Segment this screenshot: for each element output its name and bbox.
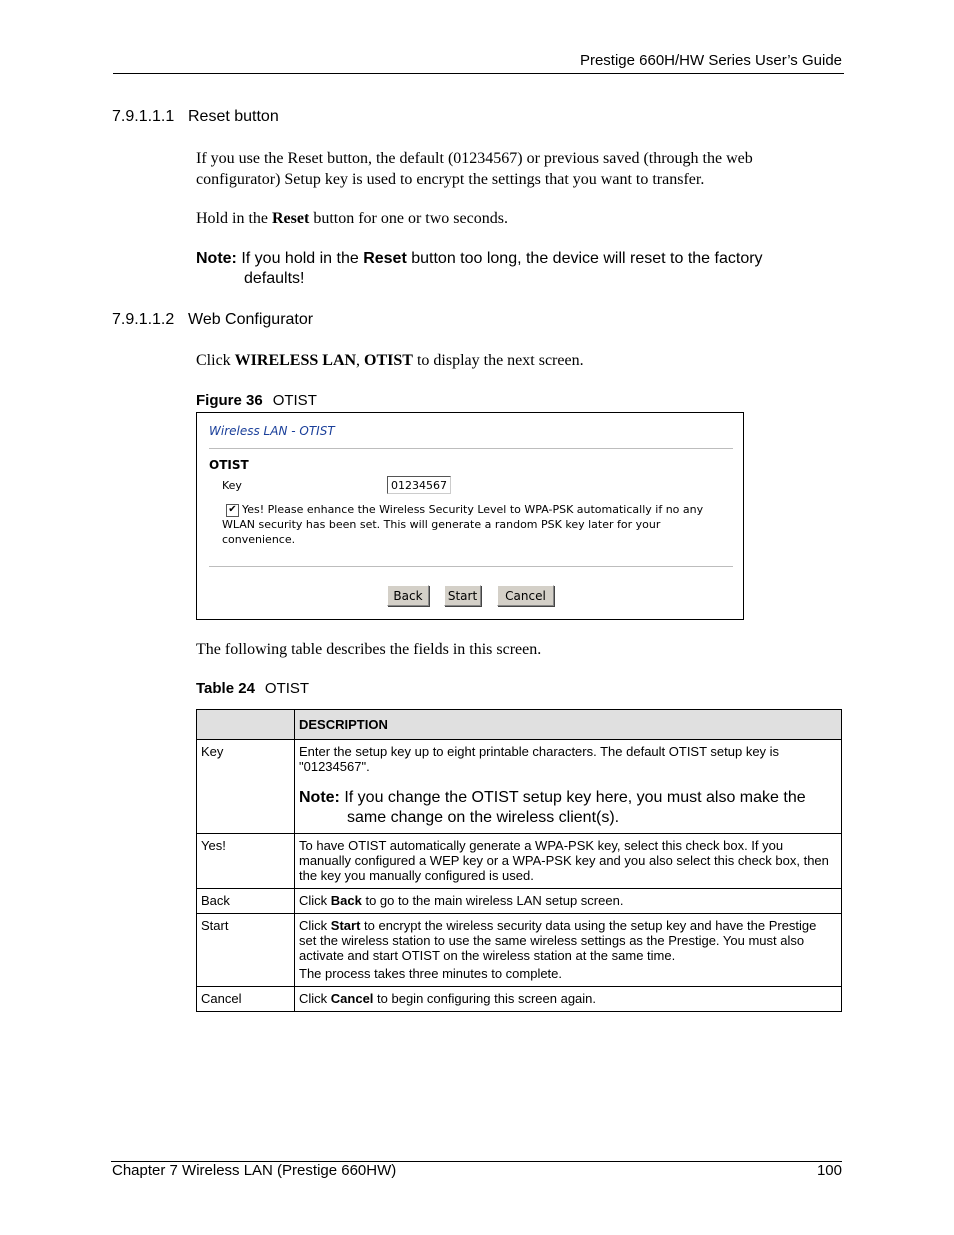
reset-paragraph-1: If you use the Reset button, the default (01234567) or previous saved (through the web configurator) Setup key is used to encrypt the settings that you want to transfer. (196, 150, 753, 188)
text: to encrypt the wireless security data using the setup key and have the Prestige set the wireless station to use the same wireless settings as the Prestige. You must also activate and start OTIST on the wireless station at the same time. (299, 918, 817, 963)
page-header-title: Prestige 660H/HW Series User’s Guide (579, 52, 842, 69)
screen-divider (209, 566, 733, 567)
table-row (197, 834, 842, 889)
start-button[interactable]: Start (444, 585, 481, 606)
table-row (197, 914, 842, 987)
bold-text: OTIST (364, 352, 413, 369)
text: Click (299, 918, 331, 933)
section-title: Web Configurator (188, 311, 314, 328)
key-label: Key (222, 479, 242, 492)
bold-text: Reset (363, 250, 407, 267)
page-number: 100 (816, 1162, 842, 1179)
table-intro: The following table describes the fields in this screen. (196, 641, 542, 658)
figure-caption (196, 392, 317, 409)
bold-text: Start (330, 918, 361, 933)
text: If you hold in the (236, 250, 364, 267)
bold-text: Back (330, 893, 362, 908)
header-rule (113, 73, 844, 74)
text: to display the next screen. (412, 352, 584, 369)
row-description (295, 740, 842, 834)
row-label: Yes! (197, 834, 295, 889)
screen-section-label: OTIST (209, 458, 249, 472)
text: Click (299, 991, 331, 1006)
text: If you change the OTIST setup key here, you must also make the (339, 789, 806, 806)
note-label: Note: (299, 789, 340, 806)
web-paragraph (196, 350, 816, 371)
text: , (356, 352, 365, 369)
text: Hold in the (196, 210, 272, 227)
yes-checkbox-label: Yes! Please enhance the Wireless Security Level to WPA-PSK automatically if no any WLAN security has been set. This will generate a random PSK key later for your convenience. (222, 503, 704, 546)
note-continuation: defaults! (244, 270, 305, 287)
text: button for one or two seconds. (309, 210, 508, 227)
row-note (299, 788, 837, 828)
row-description (295, 914, 842, 987)
note-continuation: same change on the wireless client(s). (347, 809, 620, 826)
table-header-row (197, 710, 842, 740)
text: Click (299, 893, 331, 908)
note-label: Note: (196, 250, 237, 267)
table-caption-label: Table 24 (196, 680, 255, 697)
row-description: To have OTIST automatically generate a WPA-PSK key, select this check box. If you manually configured a WEP key or a WPA-PSK key and you also select this check box, then the key you manually configured is used. (295, 834, 842, 889)
row-description (295, 987, 842, 1012)
bold-text: Cancel (330, 991, 374, 1006)
table-caption-title: OTIST (264, 680, 310, 697)
section-title: Reset button (188, 108, 279, 125)
screen-divider (209, 448, 733, 449)
section-heading-web-configurator (112, 311, 313, 329)
otist-fields-table (196, 709, 842, 1012)
cancel-button[interactable]: Cancel (497, 585, 554, 606)
text: Click (196, 352, 235, 369)
table-caption (196, 680, 309, 697)
section-number: 7.9.1.1.1 (112, 108, 175, 125)
figure-caption-label: Figure 36 (196, 392, 263, 409)
checkmark-icon: ✔ (228, 504, 237, 515)
header-description-cell: DESCRIPTION (295, 710, 842, 740)
figure-caption-title: OTIST (272, 392, 317, 409)
back-button[interactable]: Back (387, 585, 429, 606)
description-text (299, 918, 837, 963)
key-input[interactable]: 01234567 (387, 476, 451, 494)
text: to go to the main wireless LAN setup screen. (361, 893, 624, 908)
reset-note (196, 249, 816, 289)
table-row (197, 889, 842, 914)
row-description (295, 889, 842, 914)
otist-screen-figure (196, 412, 744, 620)
section-heading-reset (112, 108, 279, 126)
table-row (197, 987, 842, 1012)
description-subtext: The process takes three minutes to complete. (299, 966, 563, 981)
table-row (197, 740, 842, 834)
text: button too long, the device will reset to the factory (406, 250, 763, 267)
screen-title: Wireless LAN - OTIST (209, 424, 335, 438)
bold-text: WIRELESS LAN (234, 352, 357, 369)
row-label: Cancel (197, 987, 295, 1012)
description-text: Enter the setup key up to eight printable characters. The default OTIST setup key is "01234567". (299, 744, 780, 774)
reset-paragraph-2 (196, 208, 816, 229)
footer-chapter: Chapter 7 Wireless LAN (Prestige 660HW) (112, 1162, 397, 1179)
text: to begin configuring this screen again. (373, 991, 597, 1006)
row-label: Back (197, 889, 295, 914)
section-number: 7.9.1.1.2 (112, 311, 175, 328)
bold-text: Reset (272, 210, 310, 227)
row-label: Start (197, 914, 295, 987)
row-label: Key (197, 740, 295, 834)
header-label-cell (197, 710, 295, 740)
